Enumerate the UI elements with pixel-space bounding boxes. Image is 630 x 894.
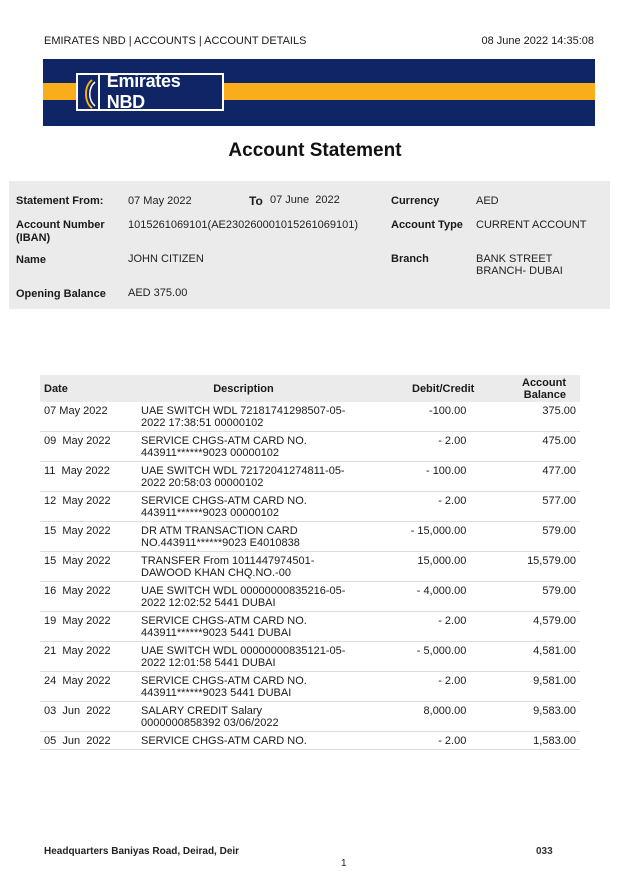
- account-number-label: Account Number: [16, 219, 105, 231]
- page-header: [44, 35, 594, 47]
- to-label: To: [249, 194, 263, 208]
- txn-balance: 375.00: [478, 402, 580, 432]
- logo-mark-icon: [78, 75, 100, 109]
- table-header-row: [40, 375, 580, 402]
- txn-description-line1: SERVICE CHGS-ATM CARD NO.: [141, 735, 307, 747]
- txn-description-line1: SERVICE CHGS-ATM CARD NO.: [141, 615, 307, 627]
- txn-date: 03 Jun 2022: [40, 702, 137, 732]
- txn-amount: - 2.00: [350, 432, 478, 462]
- txn-balance: 577.00: [478, 492, 580, 522]
- txn-description-line2: 2022 17:38:51 00000102: [141, 417, 264, 429]
- page-title: Account Statement: [228, 140, 402, 161]
- table-row: [40, 402, 580, 432]
- txn-balance: 477.00: [478, 462, 580, 492]
- opening-balance-label: Opening Balance: [16, 288, 106, 300]
- txn-date: 15 May 2022: [40, 522, 137, 552]
- txn-description: [137, 672, 350, 702]
- column-header-date: Date: [40, 375, 137, 402]
- txn-amount: - 2.00: [350, 492, 478, 522]
- txn-date: 12 May 2022: [40, 492, 137, 522]
- txn-description-line2: NO.443911******9023 E4010838: [141, 537, 300, 549]
- txn-description-line2: 443911******9023 5441 DUBAI: [141, 627, 292, 639]
- breadcrumb: EMIRATES NBD | ACCOUNTS | ACCOUNT DETAILS: [44, 35, 307, 47]
- txn-balance: 9,581.00: [478, 672, 580, 702]
- txn-description: [137, 402, 350, 432]
- account-info-panel: [9, 181, 610, 309]
- txn-amount: 15,000.00: [350, 552, 478, 582]
- txn-description-line1: UAE SWITCH WDL 00000000835216-05-: [141, 585, 346, 597]
- txn-date: 24 May 2022: [40, 672, 137, 702]
- txn-date: 16 May 2022: [40, 582, 137, 612]
- table-row: [40, 732, 580, 750]
- account-number-value: 1015261069101(AE230260001015261069101): [128, 219, 359, 231]
- txn-description-line2: 443911******9023 00000102: [141, 447, 280, 459]
- txn-amount: - 15,000.00: [350, 522, 478, 552]
- table-row: [40, 582, 580, 612]
- logo-text: Emirates NBD: [106, 71, 181, 112]
- txn-description-line2: 2022 12:02:52 5441 DUBAI: [141, 597, 276, 609]
- footer-address: Headquarters Baniyas Road, Deirad, Deir: [44, 846, 240, 857]
- branch-label: Branch: [391, 253, 429, 265]
- txn-date: 15 May 2022: [40, 552, 137, 582]
- txn-description-line1: SERVICE CHGS-ATM CARD NO.: [141, 675, 307, 687]
- txn-description: [137, 582, 350, 612]
- txn-description: [137, 702, 350, 732]
- table-row: [40, 522, 580, 552]
- txn-balance: 4,579.00: [478, 612, 580, 642]
- txn-amount: - 2.00: [350, 732, 478, 750]
- txn-description-line2: 2022 12:01:58 5441 DUBAI: [141, 657, 276, 669]
- transactions-body: [40, 402, 580, 750]
- txn-date: 21 May 2022: [40, 642, 137, 672]
- account-type-label: Account Type: [391, 219, 463, 231]
- column-header-description: Description: [137, 375, 350, 402]
- table-row: [40, 642, 580, 672]
- txn-date: 09 May 2022: [40, 432, 137, 462]
- txn-description-line1: TRANSFER From 1011447974501-: [141, 555, 315, 567]
- txn-description-line2: 443911******9023 00000102: [141, 507, 280, 519]
- txn-description-line1: SERVICE CHGS-ATM CARD NO.: [141, 435, 307, 447]
- txn-description: [137, 612, 350, 642]
- txn-description: [137, 462, 350, 492]
- txn-description-line1: SALARY CREDIT Salary: [141, 705, 263, 717]
- txn-date: 05 Jun 2022: [40, 732, 137, 750]
- table-row: [40, 432, 580, 462]
- table-row: [40, 462, 580, 492]
- footer-code: 033: [536, 846, 553, 857]
- statement-from-value: 07 May 2022: [128, 195, 192, 207]
- branch-value-line2: BRANCH- DUBAI: [476, 265, 563, 277]
- statement-to-value: 07 June 2022: [270, 194, 340, 206]
- txn-balance: 15,579.00: [478, 552, 580, 582]
- print-timestamp: 08 June 2022 14:35:08: [481, 35, 594, 47]
- currency-value: AED: [476, 195, 499, 207]
- currency-label: Currency: [391, 195, 440, 207]
- name-value: JOHN CITIZEN: [128, 253, 204, 265]
- txn-date: 07 May 2022: [40, 402, 137, 432]
- txn-description-line1: SERVICE CHGS-ATM CARD NO.: [141, 495, 307, 507]
- column-header-debit-credit: Debit/Credit: [350, 375, 478, 402]
- txn-amount: - 2.00: [350, 612, 478, 642]
- txn-date: 11 May 2022: [40, 462, 137, 492]
- txn-amount: -100.00: [350, 402, 478, 432]
- table-row: [40, 492, 580, 522]
- txn-description-line2: DAWOOD KHAN CHQ.NO.-00: [141, 567, 291, 579]
- txn-description: [137, 492, 350, 522]
- txn-balance: 579.00: [478, 522, 580, 552]
- txn-date: 19 May 2022: [40, 612, 137, 642]
- txn-balance: 475.00: [478, 432, 580, 462]
- page-number: 1: [341, 858, 347, 869]
- txn-balance: 1,583.00: [478, 732, 580, 750]
- txn-amount: - 2.00: [350, 672, 478, 702]
- column-header-balance: Account Balance: [478, 375, 580, 402]
- txn-description-line1: DR ATM TRANSACTION CARD: [141, 525, 298, 537]
- brand-banner: [43, 59, 595, 126]
- table-row: [40, 552, 580, 582]
- txn-description: [137, 732, 350, 750]
- table-row: [40, 672, 580, 702]
- txn-description-line2: 2022 20:58:03 00000102: [141, 477, 264, 489]
- txn-balance: 579.00: [478, 582, 580, 612]
- txn-description-line1: UAE SWITCH WDL 72172041274811-05-: [141, 465, 345, 477]
- txn-description-line1: UAE SWITCH WDL 72181741298507-05-: [141, 405, 346, 417]
- emirates-nbd-logo: [76, 73, 224, 111]
- txn-description-line1: UAE SWITCH WDL 00000000835121-05-: [141, 645, 346, 657]
- txn-description: [137, 432, 350, 462]
- txn-balance: 4,581.00: [478, 642, 580, 672]
- txn-description: [137, 552, 350, 582]
- txn-description: [137, 522, 350, 552]
- branch-value-line1: BANK STREET: [476, 253, 553, 265]
- txn-amount: 8,000.00: [350, 702, 478, 732]
- table-row: [40, 612, 580, 642]
- name-label: Name: [16, 254, 46, 266]
- txn-amount: - 5,000.00: [350, 642, 478, 672]
- txn-description-line2: 0000000858392 03/06/2022: [141, 717, 279, 729]
- transactions-table: [40, 375, 580, 750]
- txn-balance: 9,583.00: [478, 702, 580, 732]
- table-row: [40, 702, 580, 732]
- txn-description-line2: 443911******9023 5441 DUBAI: [141, 687, 292, 699]
- txn-description: [137, 642, 350, 672]
- iban-label: (IBAN): [16, 232, 51, 244]
- txn-amount: - 4,000.00: [350, 582, 478, 612]
- account-type-value: CURRENT ACCOUNT: [476, 219, 587, 231]
- txn-amount: - 100.00: [350, 462, 478, 492]
- opening-balance-value: AED 375.00: [128, 287, 188, 299]
- statement-from-label: Statement From:: [16, 195, 104, 207]
